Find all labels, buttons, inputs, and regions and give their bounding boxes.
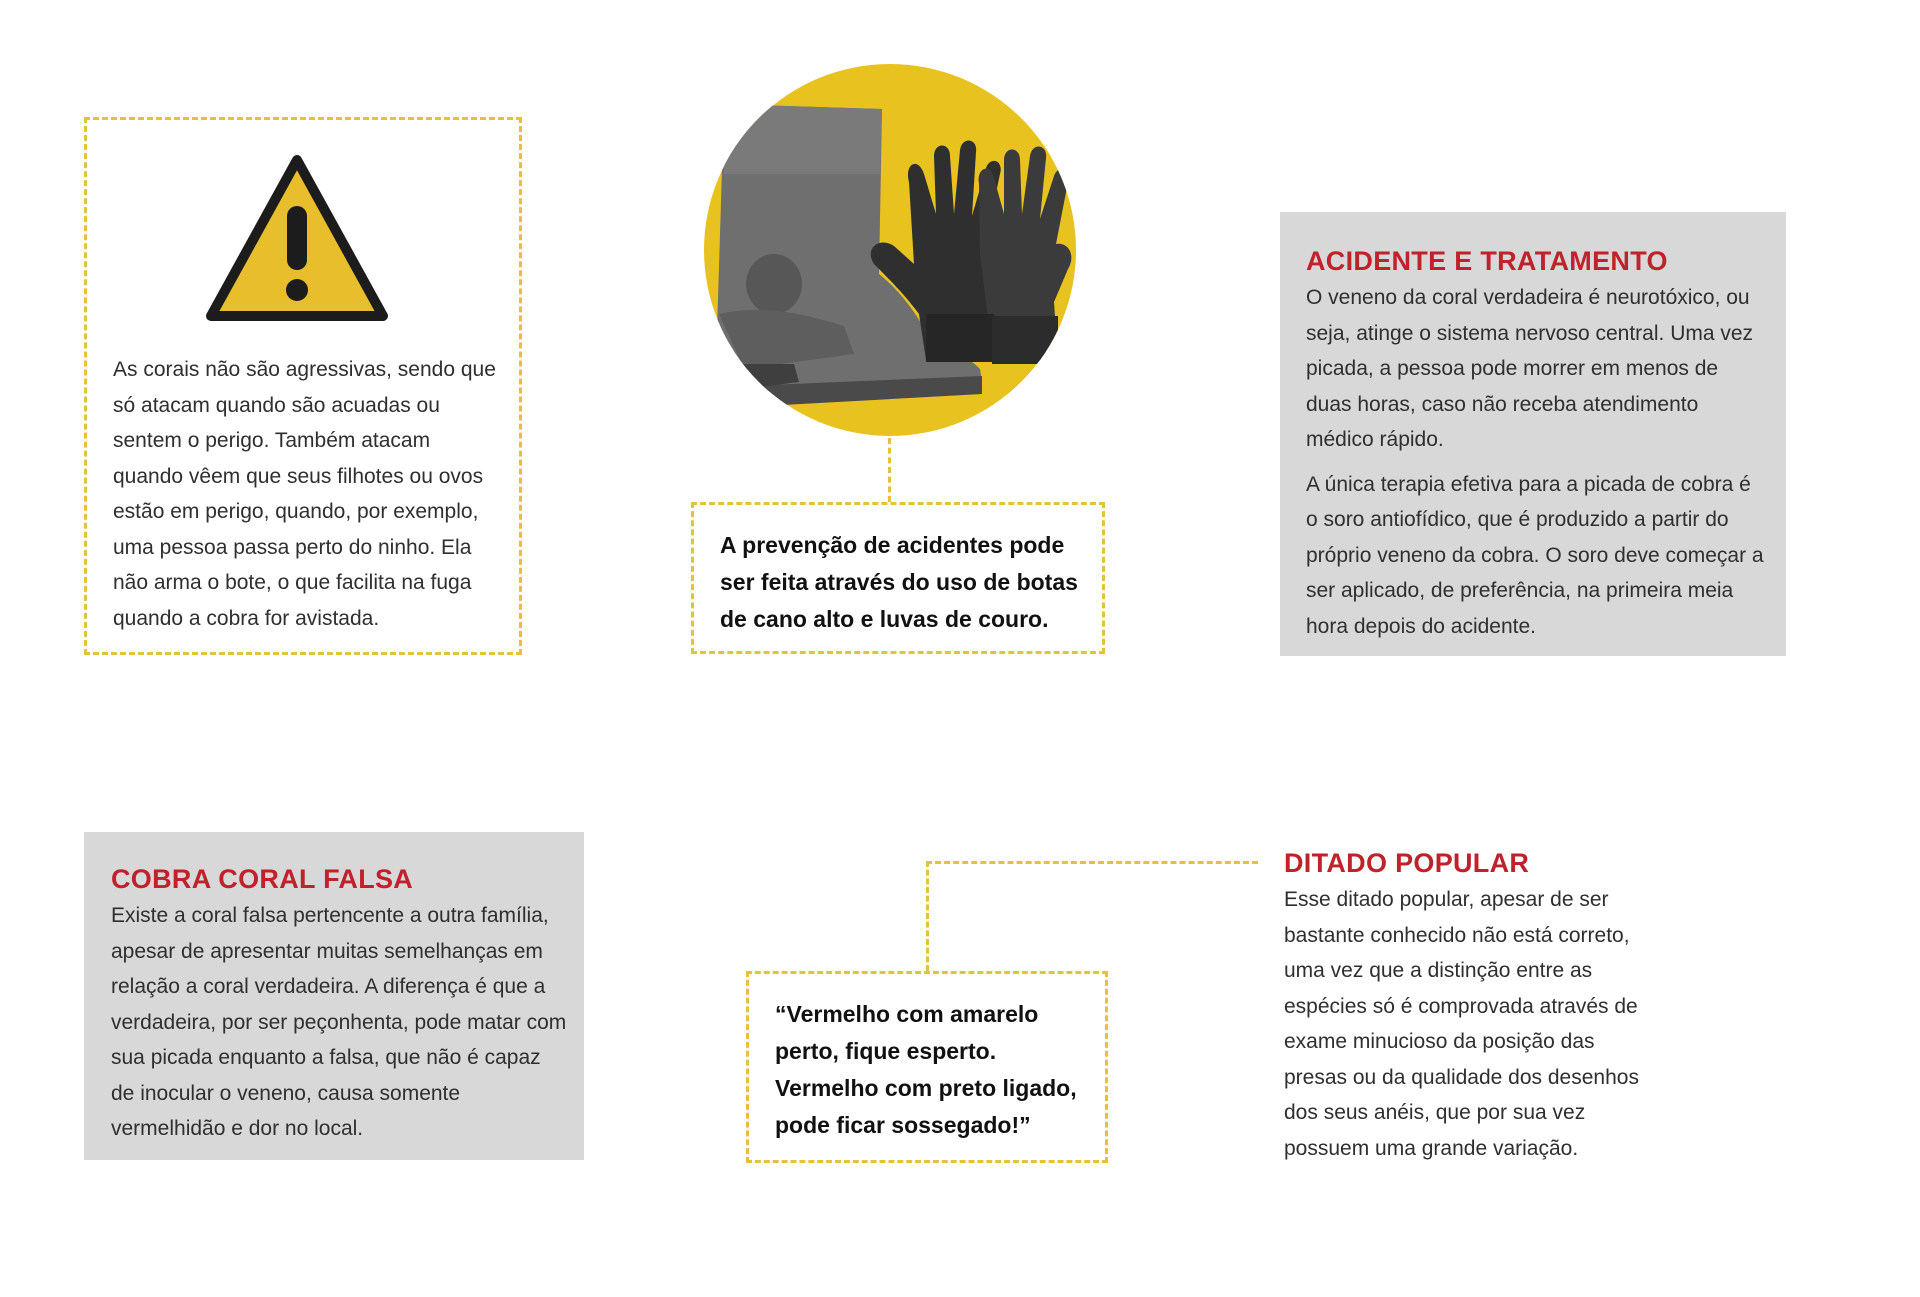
false-coral-text: Existe a coral falsa pertencente a outra família, apesar de apresentar muitas semelhanças em relação a coral verdadeira. A diferença é que a verdadeira, por ser peçonhenta, pode matar com sua picada enquanto a falsa, que não é capaz de inocular o veneno, causa somente vermelhidão e dor no local.: [111, 904, 567, 1140]
quote-connector-horizontal: [926, 861, 1258, 864]
warning-box: [84, 117, 522, 655]
false-coral-panel: [84, 832, 584, 1160]
false-coral-title: COBRA CORAL FALSA: [111, 864, 414, 894]
accident-treatment-panel: [1280, 212, 1786, 656]
warning-text: As corais não são agressivas, sendo que só atacam quando são acuadas ou sentem o perigo. Também atacam quando vêem que seus filhotes ou ovos estão em perigo, quando, por exemplo, uma pessoa passa perto do ninho. Ela não arma o bote, o que facilita na fuga quando a cobra for avistada.: [113, 358, 496, 630]
accident-treatment-title: ACIDENTE E TRATAMENTO: [1306, 246, 1668, 276]
prevention-box: [691, 502, 1105, 654]
saying-quote-box: [746, 971, 1108, 1163]
saying-quote-text: “Vermelho com amarelo perto, fique esperto. Vermelho com preto ligado, pode ficar sossegado!”: [775, 1001, 1077, 1138]
connector-line: [888, 438, 891, 502]
protection-illustration: [704, 64, 1076, 436]
popular-saying-section: [1284, 846, 1684, 1166]
popular-saying-text: Esse ditado popular, apesar de ser bastante conhecido não está correto, uma vez que a distinção entre as espécies só é comprovada através de exame minucioso da posição das presas ou da qualidade dos desenhos dos seus anéis, que por sua vez possuem uma grande variação.: [1284, 888, 1639, 1160]
prevention-text: A prevenção de acidentes pode ser feita através do uso de botas de cano alto e luvas de couro.: [720, 532, 1078, 632]
popular-saying-title: DITADO POPULAR: [1284, 848, 1530, 878]
warning-triangle-icon: [203, 150, 391, 328]
quote-connector-vertical: [926, 861, 929, 971]
accident-paragraph-2: A única terapia efetiva para a picada de cobra é o soro antiofídico, que é produzido a partir do próprio veneno da cobra. O soro deve começar a ser aplicado, de preferência, na primeira meia hora depois do acidente.: [1306, 472, 1764, 638]
accident-paragraph-1: O veneno da coral verdadeira é neurotóxico, ou seja, atinge o sistema nervoso central. Uma vez picada, a pessoa pode morrer em menos de duas horas, caso não receba atendimento médico rápido.: [1306, 286, 1754, 451]
